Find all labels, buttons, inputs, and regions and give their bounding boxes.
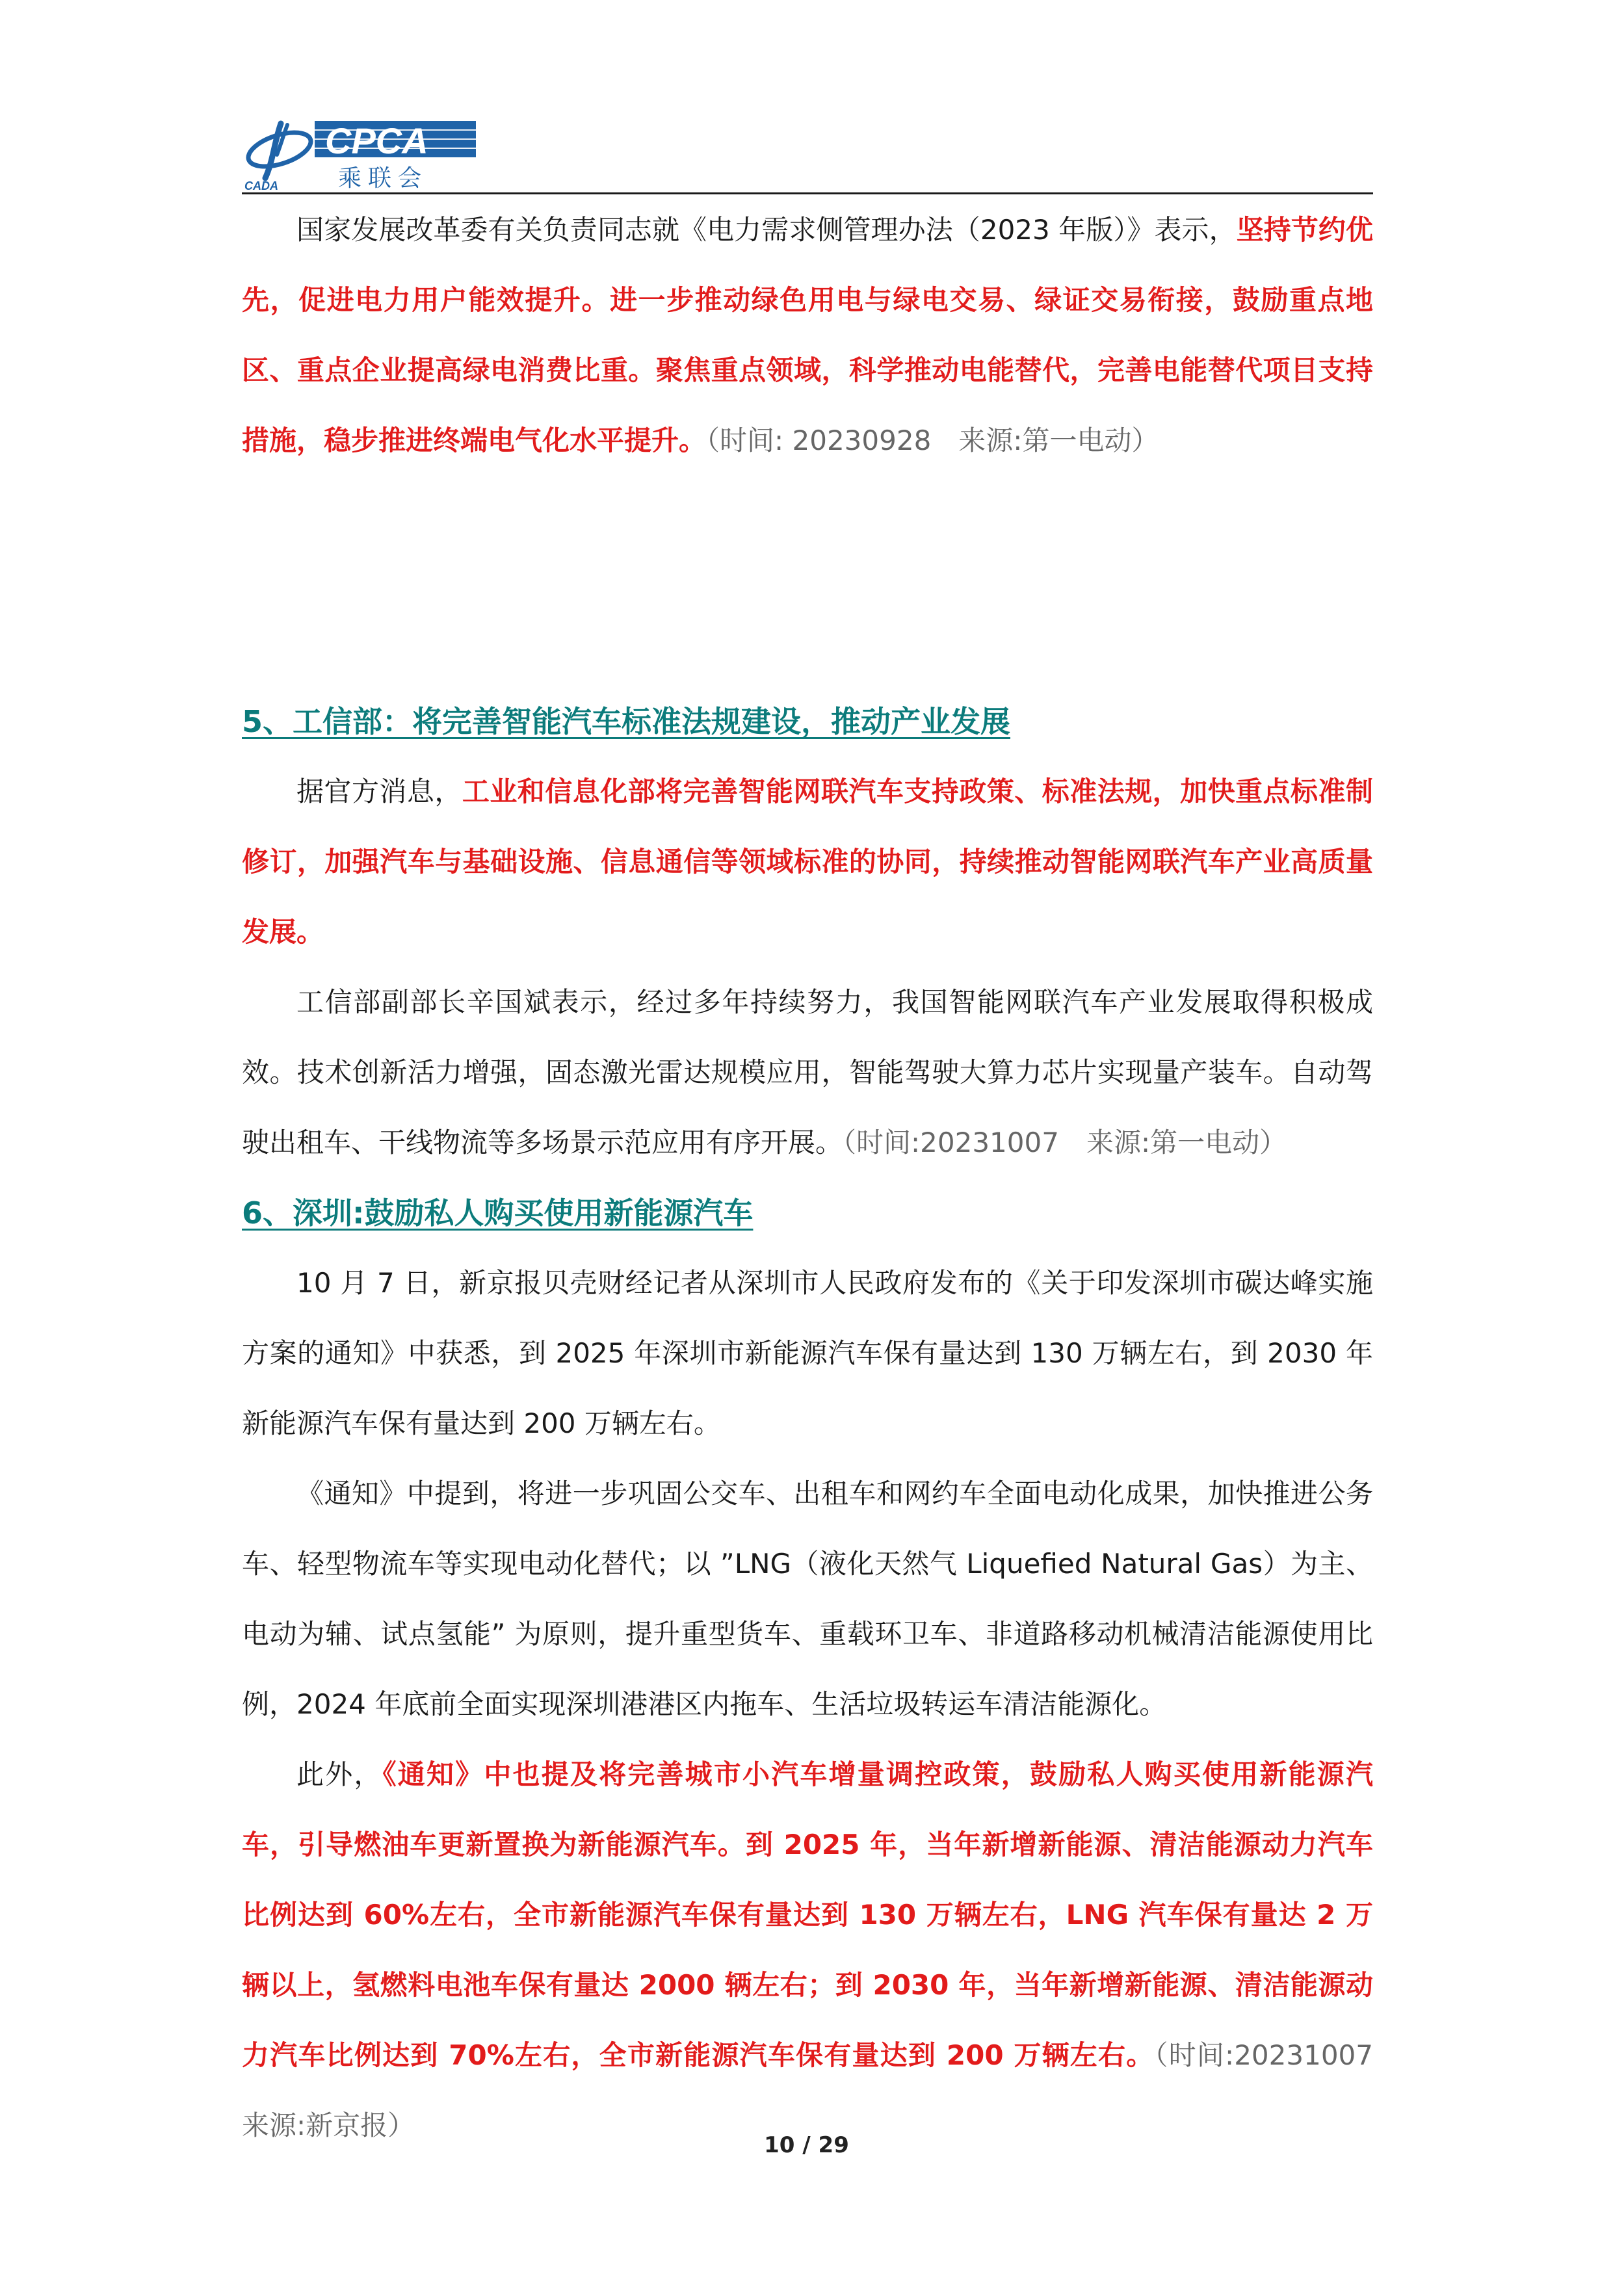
section4-source: （时间: 20230928 来源:第一电动） [706,424,1159,456]
cpca-logo [242,116,476,194]
section6-p3-source: （时间:20231007 来源:新京报） [242,2039,1400,2141]
logo-emblem-icon [244,124,315,178]
section4-tail-paragraph [242,195,1373,476]
document-body [242,195,1400,2161]
section6-heading [242,1178,1373,1248]
section4-highlight: 坚持节约优先，促进电力用户能效提升。进一步推动绿色用电与绿电交易、绿证交易衔接，鼓励重点地区、重点企业提高绿电消费比重。聚焦重点领域，科学推动电能替代，完善电能替代项目支持措施，稳步推进终端电气化水平提升。 [242,214,1373,456]
logo-main-text: CPCA [325,120,428,161]
section5-p1-highlight: 工业和信息化部将完善智能网联汽车支持政策、标准法规，加快重点标准制修订，加强汽车与基础设施、信息通信等领域标准的协同，持续推动智能网联汽车产业高质量发展。 [242,776,1373,948]
section5-paragraph-1 [242,757,1373,967]
section6-heading-text: 6、深圳:鼓励私人购买使用新能源汽车 [242,1195,754,1231]
section6-paragraph-1: 10 月 7 日，新京报贝壳财经记者从深圳市人民政府发布的《关于印发深圳市碳达峰实施方案的通知》中获悉，到 2025 年深圳市新能源汽车保有量达到 130 万辆左右，到 2030 年新能源汽车保有量达到 200 万辆左右。 [242,1267,1373,1439]
section5-heading-text: 5、工信部：将完善智能汽车标准法规建设，推动产业发展 [242,704,1011,739]
header-rule [242,192,1373,194]
section5-paragraph-2 [242,967,1373,1178]
spacer [242,476,1373,686]
section5-heading [242,686,1373,757]
section4-lead: 国家发展改革委有关负责同志就《电力需求侧管理办法（2023 年版）》表示， [296,214,1237,246]
section5-p2-source: （时间:20231007 来源:第一电动） [843,1127,1287,1158]
logo-sub-text: 乘联会 [338,165,428,192]
logo-small-text: CADA [244,179,278,192]
section6-p3-lead: 此外， [296,1758,383,1790]
section5-p1-lead: 据官方消息， [296,776,462,807]
page-number: 10 / 29 [764,2132,849,2158]
section6-paragraph-3 [242,1740,1400,2161]
section6-paragraph-2: 《通知》中提到，将进一步巩固公交车、出租车和网约车全面电动化成果，加快推进公务车、轻型物流车等实现电动化替代；以 ”LNG（液化天然气 Liquefied Natural Gas）为主、电动为辅、试点氢能” 为原则，提升重型货车、重载环卫车、非道路移动机械清洁能源使用比例，2024 年底前全面实现深圳港港区内拖车、生活垃圾转运车清洁能源化。 [242,1478,1373,1720]
section5-p2-text: 工信部副部长辛国斌表示，经过多年持续努力，我国智能网联汽车产业发展取得积极成效。技术创新活力增强，固态激光雷达规模应用，智能驾驶大算力芯片实现量产装车。自动驾驶出租车、干线物流等多场景示范应用有序开展。 [242,986,1373,1158]
section6-p3-highlight: 《通知》中也提及将完善城市小汽车增量调控政策，鼓励私人购买使用新能源汽车，引导燃油车更新置换为新能源汽车。到 2025 年，当年新增新能源、清洁能源动力汽车比例达到 60%左右，全市新能源汽车保有量达到 130 万辆左右，LNG 汽车保有量达 2 万辆以上，氢燃料电池车保有量达 2000 辆左右；到 2030 年，当年新增新能源、清洁能源动力汽车比例达到 70%左右，全市新能源汽车保有量达到 200 万辆左右。 [242,1758,1373,2071]
